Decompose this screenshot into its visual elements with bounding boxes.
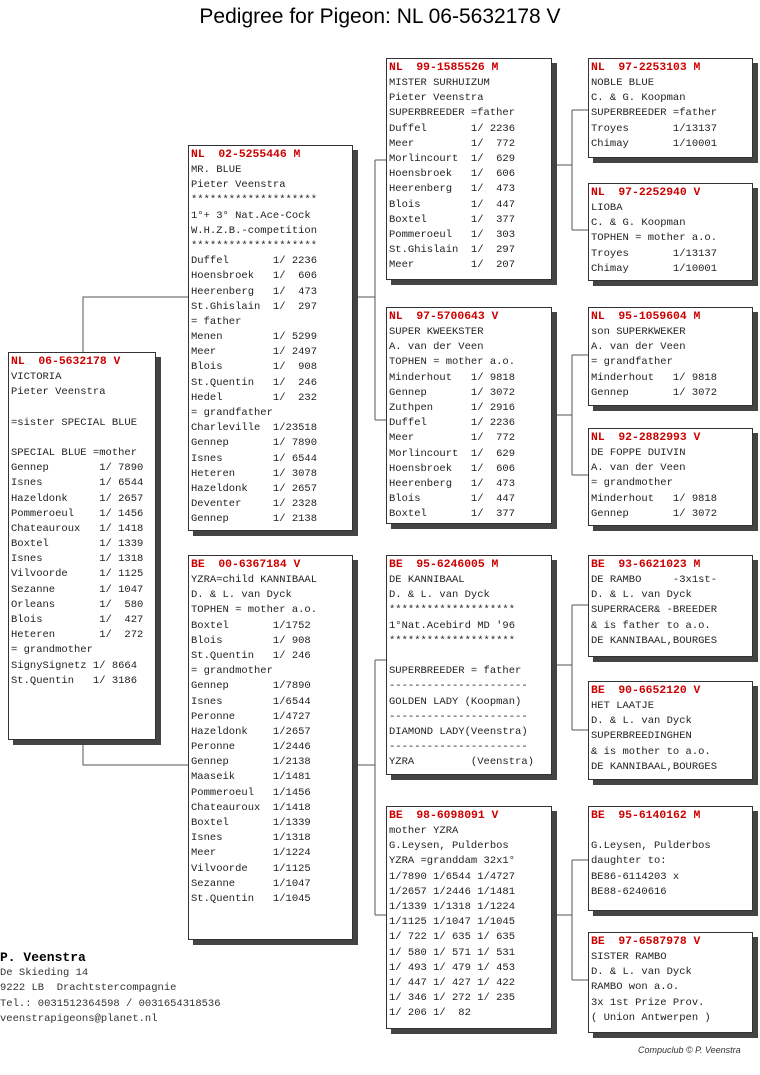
pedigree-line: & is mother to a.o. (591, 745, 711, 758)
pedigree-line: Isnes 1/ 6544 (11, 477, 144, 490)
pedigree-line: Duffel 1/ 2236 (389, 122, 516, 135)
pedigree-line: DE KANNIBAAL,BOURGES (591, 634, 718, 647)
pedigree-line: ******************** (191, 239, 318, 252)
pedigree-line: Meer 1/1224 (191, 847, 311, 860)
pedigree-line: Troyes 1/13137 (591, 247, 718, 260)
pigeon-box-subject (8, 352, 156, 740)
pedigree-line: Peronne 1/4727 (191, 710, 311, 723)
pedigree-line: Blois 1/ 908 (191, 361, 318, 374)
pedigree-line: = grandmother (11, 644, 93, 657)
pedigree-line: SUPERBREEDER =father (389, 107, 516, 120)
pedigree-line: Heerenberg 1/ 473 (389, 183, 516, 196)
pedigree-line: = grandmother (191, 665, 273, 678)
pedigree-line: Minderhout 1/ 9818 (591, 371, 718, 384)
pedigree-line: Charleville 1/23518 (191, 422, 318, 435)
pigeon-box-sire-dam (386, 307, 552, 524)
pedigree-line: ******************** (389, 604, 516, 617)
ring-number: NL 97-2252940 V (591, 187, 701, 199)
pedigree-line: GOLDEN LADY (Koopman) (389, 695, 522, 708)
pedigree-line: Hedel 1/ 232 (191, 391, 318, 404)
owner-email: veenstrapigeons@planet.nl (0, 1012, 158, 1025)
pedigree-line: 1°+ 3° Nat.Ace-Cock (191, 209, 311, 222)
pedigree-line: YZRA =granddam 32x1° (389, 855, 516, 868)
pedigree-line: SUPERBREEDER =father (591, 107, 718, 120)
pedigree-line: Hoensbroek 1/ 606 (389, 168, 516, 181)
ring-number: BE 97-6587978 V (591, 936, 701, 948)
pedigree-line: Morlincourt 1/ 629 (389, 152, 516, 165)
pedigree-line: 1/ 580 1/ 571 1/ 531 (389, 946, 516, 959)
pigeon-box-dam-dam-dam (588, 932, 753, 1033)
pedigree-line: Troyes 1/13137 (591, 122, 718, 135)
pigeon-box-dam-dam-sire (588, 806, 753, 911)
pedigree-line: mother YZRA (389, 825, 459, 837)
ring-number: NL 97-2253103 M (591, 62, 701, 74)
pedigree-line: 1/ 346 1/ 272 1/ 235 (389, 992, 516, 1005)
pedigree-line: 1/ 206 1/ 82 (389, 1007, 471, 1020)
pedigree-line: Deventer 1/ 2328 (191, 498, 318, 511)
pigeon-box-sire-dam-dam (588, 428, 753, 526)
ring-number: BE 93-6621023 M (591, 559, 701, 571)
pedigree-line: = grandfather (591, 356, 673, 369)
pedigree-line: MISTER SURHUIZUM (389, 77, 490, 89)
pedigree-line: Menen 1/ 5299 (191, 331, 318, 344)
pedigree-line: Duffel 1/ 2236 (389, 417, 516, 430)
pedigree-line: St.Quentin 1/ 246 (191, 649, 311, 662)
pedigree-line: son SUPERKWEKER (591, 326, 686, 338)
pedigree-line: W.H.Z.B.-competition (191, 224, 318, 237)
pedigree-line: Chimay 1/10001 (591, 262, 718, 275)
pedigree-line: = father (191, 315, 242, 328)
pedigree-line: TOPHEN = mother a.o. (591, 232, 718, 245)
pedigree-line: 1/1339 1/1318 1/1224 (389, 900, 516, 913)
pedigree-line: Peronne 1/2446 (191, 741, 311, 754)
pedigree-line: Duffel 1/ 2236 (191, 255, 318, 268)
pedigree-line: RAMBO won a.o. (591, 981, 680, 994)
pedigree-line: Minderhout 1/ 9818 (591, 492, 718, 505)
pedigree-line: Blois 1/ 447 (389, 493, 516, 506)
pedigree-line: LIOBA (591, 202, 623, 214)
pedigree-line: =sister SPECIAL BLUE (11, 416, 138, 429)
pedigree-line: Pommeroeul 1/1456 (191, 786, 311, 799)
pedigree-line: Isnes 1/ 6544 (191, 452, 318, 465)
ring-number: NL 95-1059604 M (591, 311, 701, 323)
pedigree-line (11, 400, 155, 415)
pedigree-line: BE88-6240616 (591, 885, 667, 898)
pedigree-line: Pieter Veenstra (389, 92, 484, 105)
pedigree-line: Boxtel 1/ 377 (389, 213, 516, 226)
pedigree-line: SUPER KWEEKSTER (389, 326, 484, 338)
pedigree-line: DE RAMBO -3x1st- (591, 574, 718, 586)
pedigree-line: St.Quentin 1/1045 (191, 892, 311, 905)
pedigree-line: DE FOPPE DUIVIN (591, 447, 686, 459)
ring-number: BE 00-6367184 V (191, 559, 301, 571)
pedigree-line: A. van der Veen (591, 341, 686, 354)
pedigree-line: Orleans 1/ 580 (11, 598, 144, 611)
pedigree-line: SignySignetz 1/ 8664 (11, 659, 138, 672)
pedigree-line: Isnes 1/6544 (191, 695, 311, 708)
pedigree-line: SUPERBREEDINGHEN (591, 730, 692, 743)
pedigree-line: St.Quentin 1/ 246 (191, 376, 318, 389)
owner-name: P. Veenstra (0, 950, 86, 965)
pedigree-line: Hoensbroek 1/ 606 (389, 462, 516, 475)
pedigree-line: 3x 1st Prize Prov. (591, 996, 705, 1009)
pedigree-line: G.Leysen, Pulderbos (591, 840, 711, 853)
pedigree-line: G.Leysen, Pulderbos (389, 840, 509, 853)
pedigree-line: TOPHEN = mother a.o. (389, 356, 516, 369)
ring-number: NL 06-5632178 V (11, 356, 121, 368)
pedigree-line: Isnes 1/1318 (191, 832, 311, 845)
pedigree-line: SUPERBREEDER = father (389, 665, 522, 678)
pedigree-line: 1/2657 1/2446 1/1481 (389, 885, 516, 898)
pedigree-line: Meer 1/ 772 (389, 432, 516, 445)
pedigree-line: ******************** (191, 194, 318, 207)
pedigree-line: 1/ 493 1/ 479 1/ 453 (389, 961, 516, 974)
pedigree-line: Heerenberg 1/ 473 (191, 285, 318, 298)
pedigree-line: Zuthpen 1/ 2916 (389, 401, 516, 414)
pedigree-line: Heerenberg 1/ 473 (389, 477, 516, 490)
pedigree-line: A. van der Veen (591, 462, 686, 475)
pedigree-line: = grandmother (591, 477, 673, 490)
owner-phone: Tel.: 0031512364598 / 0031654318536 (0, 997, 221, 1010)
pedigree-line: St.Ghislain 1/ 297 (389, 244, 516, 257)
ring-number: BE 90-6652120 V (591, 685, 701, 697)
pedigree-line: A. van der Veen (389, 341, 484, 354)
pedigree-line: ---------------------- (389, 710, 528, 723)
pigeon-box-sire (188, 145, 353, 531)
pedigree-line: Hoensbroek 1/ 606 (191, 270, 318, 283)
pedigree-line: C. & G. Koopman (591, 217, 686, 230)
pedigree-line: Chateauroux 1/ 1418 (11, 522, 144, 535)
pedigree-line: D. & L. van Dyck (591, 589, 692, 602)
connector-line (83, 740, 190, 765)
pedigree-line: HET LAATJE (591, 700, 655, 712)
pedigree-line: SPECIAL BLUE =mother (11, 446, 138, 459)
owner-contact (0, 950, 221, 1027)
pedigree-line: Vilvoorde 1/ 1125 (11, 568, 144, 581)
pedigree-line: daughter to: (591, 855, 667, 868)
pedigree-line: Boxtel 1/1752 (191, 619, 311, 632)
pedigree-line: NOBLE BLUE (591, 77, 655, 89)
pedigree-line: Gennep 1/ 7890 (11, 462, 144, 475)
pedigree-line: Blois 1/ 427 (11, 614, 144, 626)
pedigree-line: Gennep 1/7890 (191, 680, 311, 693)
ring-number: BE 95-6140162 M (591, 810, 701, 822)
pedigree-line: Heteren 1/ 272 (11, 629, 144, 642)
pedigree-line: D. & L. van Dyck (591, 966, 692, 979)
pedigree-line: Sezanne 1/1047 (191, 877, 311, 890)
pedigree-line: Chimay 1/10001 (591, 137, 718, 150)
pedigree-line: & is father to a.o. (591, 619, 711, 632)
pedigree-line: VICTORIA (11, 371, 62, 383)
pigeon-box-dam-sire-sire (588, 555, 753, 657)
pedigree-line: DIAMOND LADY(Veenstra) (389, 725, 528, 738)
pedigree-line: Sezanne 1/ 1047 (11, 583, 144, 596)
pedigree-line: DE KANNIBAAL,BOURGES (591, 760, 718, 773)
pedigree-line (11, 431, 155, 446)
pedigree-line: St.Quentin 1/ 3186 (11, 674, 138, 687)
pedigree-line: D. & L. van Dyck (389, 589, 490, 602)
pedigree-line: Pieter Veenstra (11, 386, 106, 399)
pigeon-box-dam-dam (386, 806, 552, 1029)
ring-number: NL 92-2882993 V (591, 432, 701, 444)
ring-number: NL 99-1585526 M (389, 62, 499, 74)
pedigree-line: Gennep 1/ 3072 (591, 386, 718, 399)
ring-number: NL 97-5700643 V (389, 311, 499, 323)
pedigree-line: St.Ghislain 1/ 297 (191, 300, 318, 313)
pedigree-line: D. & L. van Dyck (191, 589, 292, 602)
pedigree-line: C. & G. Koopman (591, 92, 686, 105)
pedigree-line: MR. BLUE (191, 164, 242, 176)
pedigree-line: Gennep 1/ 7890 (191, 437, 318, 450)
pedigree-line: SUPERRACER& -BREEDER (591, 604, 718, 617)
pigeon-box-sire-sire (386, 58, 552, 280)
pedigree-line: ---------------------- (389, 741, 528, 754)
owner-address: De Skieding 14 (0, 967, 89, 979)
pedigree-line: Morlincourt 1/ 629 (389, 447, 516, 460)
pedigree-line: D. & L. van Dyck (591, 715, 692, 728)
pedigree-line: Gennep 1/2138 (191, 756, 311, 769)
pigeon-box-sire-dam-sire (588, 307, 753, 406)
pedigree-line: Pieter Veenstra (191, 179, 286, 192)
pedigree-line: Blois 1/ 908 (191, 634, 311, 647)
pigeon-box-dam (188, 555, 353, 940)
pedigree-line: Meer 1/ 207 (389, 259, 516, 272)
pedigree-line: 1°Nat.Acebird MD '96 (389, 619, 516, 632)
owner-city: 9222 LB Drachtstercompagnie (0, 982, 177, 995)
pigeon-box-sire-sire-dam (588, 183, 753, 281)
pedigree-line: Gennep 1/ 2138 (191, 513, 318, 526)
pedigree-line: = grandfather (191, 407, 273, 419)
pigeon-box-dam-sire-dam (588, 681, 753, 780)
pigeon-box-dam-sire (386, 555, 552, 775)
pedigree-line: Hazeldonk 1/ 2657 (11, 492, 144, 505)
pigeon-box-sire-sire-sire (588, 58, 753, 158)
ring-number: BE 95-6246005 M (389, 559, 499, 571)
pedigree-line: SISTER RAMBO (591, 951, 667, 963)
pedigree-line (389, 649, 551, 664)
pedigree-line: Meer 1/ 2497 (191, 346, 318, 359)
pedigree-line: ******************** (389, 634, 516, 647)
pedigree-line: Boxtel 1/ 1339 (11, 538, 144, 551)
pedigree-line: Boxtel 1/ 377 (389, 508, 516, 521)
footer-credit: Compuclub © P. Veenstra (638, 1045, 741, 1055)
pedigree-line: DE KANNIBAAL (389, 574, 465, 586)
pedigree-line: Hazeldonk 1/2657 (191, 725, 311, 738)
ring-number: NL 02-5255446 M (191, 149, 301, 161)
pedigree-line: YZRA (Veenstra) (389, 756, 534, 769)
pedigree-line: BE86-6114203 x (591, 870, 680, 883)
connector-line (83, 297, 190, 352)
pedigree-line: Chateauroux 1/1418 (191, 801, 311, 814)
pedigree-line: Pommeroeul 1/ 303 (389, 228, 516, 241)
pedigree-line: Boxtel 1/1339 (191, 817, 311, 829)
pedigree-line: 1/7890 1/6544 1/4727 (389, 870, 516, 883)
pedigree-line: 1/ 447 1/ 427 1/ 422 (389, 976, 516, 989)
pedigree-line: Blois 1/ 447 (389, 198, 516, 211)
pedigree-line (591, 824, 752, 839)
pedigree-line: Maaseik 1/1481 (191, 771, 311, 784)
pedigree-line: Hazeldonk 1/ 2657 (191, 482, 318, 495)
pedigree-line: TOPHEN = mother a.o. (191, 604, 318, 617)
pedigree-line: Vilvoorde 1/1125 (191, 862, 311, 875)
pedigree-line: Gennep 1/ 3072 (591, 507, 718, 520)
ring-number: BE 98-6098091 V (389, 810, 499, 822)
pedigree-line: Minderhout 1/ 9818 (389, 371, 516, 384)
page-title: Pedigree for Pigeon: NL 06-5632178 V (199, 5, 561, 28)
pedigree-line: ( Union Antwerpen ) (591, 1011, 711, 1024)
pedigree-line: YZRA=child KANNIBAAL (191, 574, 318, 586)
pedigree-line: Pommeroeul 1/ 1456 (11, 507, 144, 520)
pedigree-line: Meer 1/ 772 (389, 137, 516, 150)
pedigree-line: Gennep 1/ 3072 (389, 386, 516, 399)
pedigree-line: 1/ 722 1/ 635 1/ 635 (389, 931, 516, 944)
pedigree-line: ---------------------- (389, 680, 528, 693)
pedigree-line: Isnes 1/ 1318 (11, 553, 144, 566)
pedigree-line: 1/1125 1/1047 1/1045 (389, 916, 516, 929)
pedigree-line: Heteren 1/ 3078 (191, 467, 318, 480)
